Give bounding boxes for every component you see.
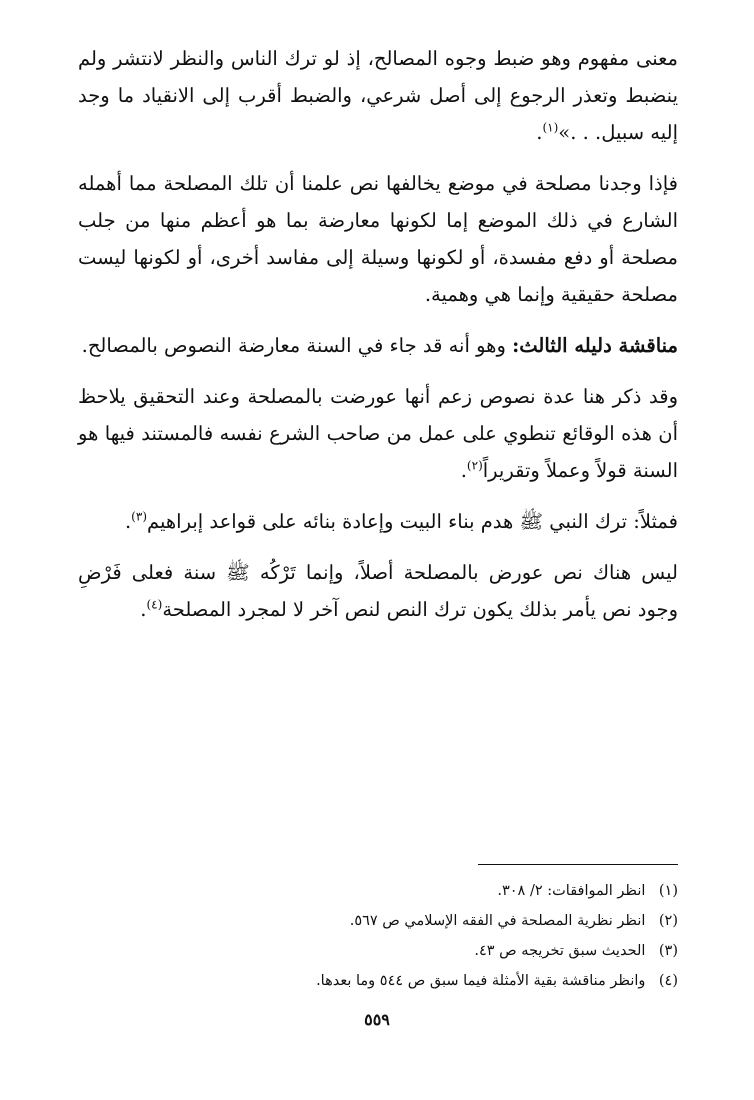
paragraph-2-text: فإذا وجدنا مصلحة في موضع يخالفها نص علمنا أن تلك المصلحة مما أهمله الشارع في ذلك الموضع إما لكونها معارضة بما هو أعظم منها من جلب مصلحة أو دفع مفسدة، أو لكونها وسيلة إلى مفاسد أخرى، أو لكونها ليست مصلحة حقيقية وإنما هي وهمية. xyxy=(78,172,678,306)
paragraph-1-end: . xyxy=(536,121,543,144)
footnote-ref-3[interactable]: (٣) xyxy=(131,509,147,524)
paragraph-1 xyxy=(78,40,678,151)
footnote-2 xyxy=(78,906,678,936)
paragraph-1-text: معنى مفهوم وهو ضبط وجوه المصالح، إذ لو ترك الناس والنظر لانتشر ولم ينضبط وتعذر الرجوع إلى أصل شرعي، والضبط أقرب إلى الانقياد ما وجد إليه سبيل. . .» xyxy=(78,47,678,144)
footnote-text: الحديث سبق تخريجه ص ٤٣. xyxy=(474,943,646,959)
paragraph-6-end: . xyxy=(140,598,147,621)
paragraph-2 xyxy=(78,165,678,313)
footnote-3 xyxy=(78,936,678,966)
paragraph-3-text: وهو أنه قد جاء في السنة معارضة النصوص بالمصالح. xyxy=(81,334,513,357)
footnote-ref-4[interactable]: (٤) xyxy=(146,597,163,612)
paragraph-5 xyxy=(78,503,678,540)
footnote-4 xyxy=(78,966,678,996)
footnote-number: (٣) xyxy=(658,943,678,959)
paragraph-6 xyxy=(78,554,678,628)
footnote-text: وانظر مناقشة بقية الأمثلة فيما سبق ص ٥٤٤ وما بعدها. xyxy=(316,973,646,989)
paragraph-5-end: . xyxy=(124,510,132,533)
footnote-divider xyxy=(478,864,678,865)
footnote-ref-2[interactable]: (٢) xyxy=(466,458,483,473)
paragraph-5-text: فمثلاً: ترك النبي ﷺ هدم بناء البيت وإعادة بنائه على قواعد إبراهيم xyxy=(147,510,678,533)
paragraph-3 xyxy=(78,327,678,364)
footnote-ref-1[interactable]: (١) xyxy=(542,120,559,135)
page-number: ٥٥٩ xyxy=(364,1010,390,1029)
footnote-number: (١) xyxy=(658,883,678,899)
body-text xyxy=(78,40,678,642)
footnote-text: انظر الموافقات: ٢/ ٣٠٨. xyxy=(497,883,646,899)
paragraph-4-end: . xyxy=(460,459,467,482)
footnote-text: انظر نظرية المصلحة في الفقه الإسلامي ص ٥٦٧. xyxy=(349,913,646,929)
paragraph-4-text: وقد ذكر هنا عدة نصوص زعم أنها عورضت بالمصلحة وعند التحقيق يلاحظ أن هذه الوقائع تنطوي على عمل من صاحب الشرع نفسه فالمستند فيها هو السنة قولاً وعملاً وتقريراً xyxy=(78,385,678,482)
footnote-1 xyxy=(78,876,678,906)
footnote-number: (٢) xyxy=(658,913,678,929)
footnote-number: (٤) xyxy=(658,973,678,989)
footnotes xyxy=(78,876,678,996)
section-heading: مناقشة دليله الثالث: xyxy=(512,334,678,357)
paragraph-6-text: ليس هناك نص عورض بالمصلحة أصلاً، وإنما تَرْكُه ﷺ سنة فعلى فَرْضِ وجود نص يأمر بذلك يكون ترك النص لنص آخر لا لمجرد المصلحة xyxy=(78,561,678,621)
paragraph-4 xyxy=(78,378,678,489)
